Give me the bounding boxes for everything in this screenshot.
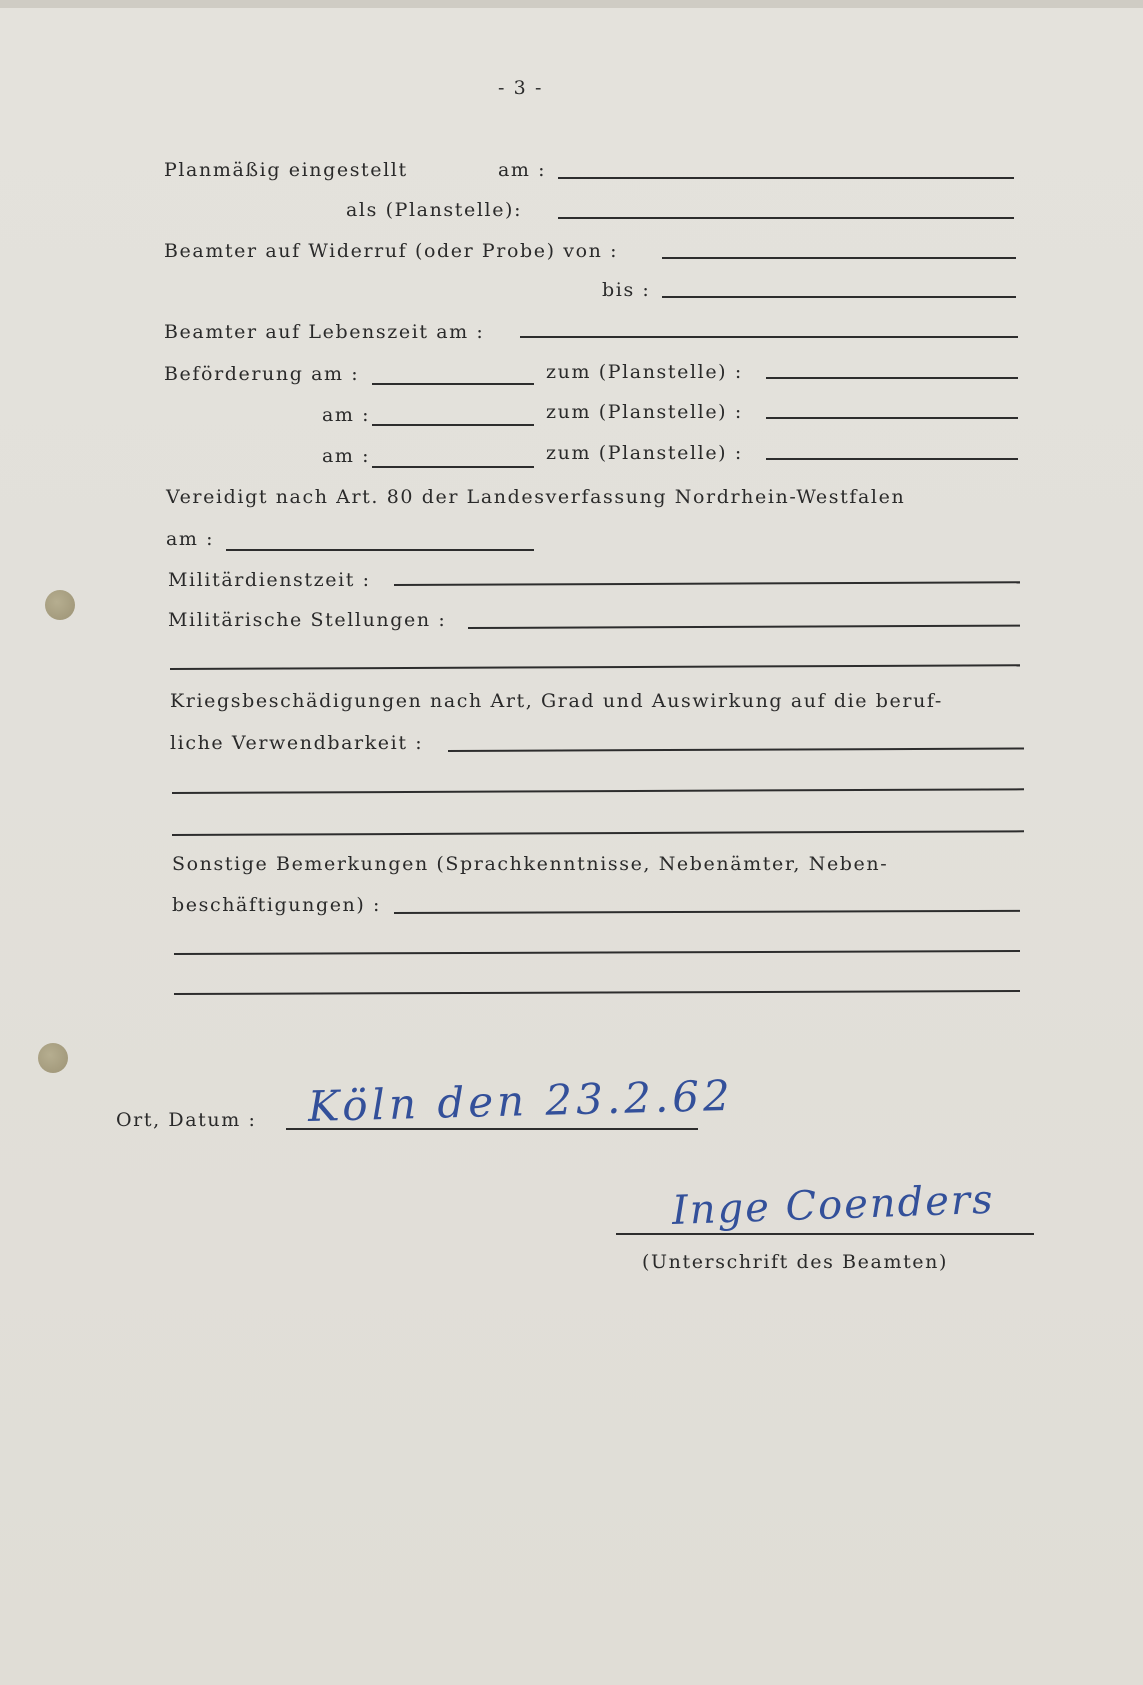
lebenszeit-label: Beamter auf Lebenszeit am :	[164, 321, 485, 343]
militaerische-stellungen-label: Militärische Stellungen :	[168, 609, 447, 631]
sonstige-bemerkungen-field-1[interactable]	[394, 910, 1020, 914]
kriegsbeschaedigungen-field-2[interactable]	[172, 788, 1024, 794]
ort-datum-label: Ort, Datum :	[116, 1109, 257, 1131]
kriegsbeschaedigungen-field-1[interactable]	[448, 747, 1024, 752]
militaerische-stellungen-field-2[interactable]	[170, 664, 1020, 670]
ort-datum-handwritten: Köln den 23.2.62	[307, 1070, 735, 1131]
signature-caption: (Unterschrift des Beamten)	[642, 1251, 948, 1273]
als-planstelle-label: als (Planstelle):	[346, 199, 523, 221]
planmaessig-label: Planmäßig eingestellt	[164, 159, 408, 181]
kriegsbeschaedigungen-line-2: liche Verwendbarkeit :	[170, 732, 424, 754]
planmaessig-am-label: am :	[498, 159, 547, 181]
signature-line[interactable]	[616, 1233, 1034, 1235]
befoerderung-am-field-2[interactable]	[372, 424, 534, 426]
vereidigt-am-field[interactable]	[226, 549, 534, 551]
widerruf-label: Beamter auf Widerruf (oder Probe) von :	[164, 240, 619, 262]
befoerderung-am-field-1[interactable]	[372, 383, 534, 385]
page-number: - 3 -	[498, 77, 544, 99]
widerruf-bis-field[interactable]	[662, 296, 1016, 298]
zum-planstelle-label-2: zum (Planstelle) :	[546, 401, 743, 423]
am-label-3: am :	[322, 445, 371, 467]
zum-planstelle-field-2[interactable]	[766, 417, 1018, 419]
militaerische-stellungen-field-1[interactable]	[468, 625, 1020, 629]
bis-label: bis :	[602, 279, 651, 301]
zum-planstelle-label-3: zum (Planstelle) :	[546, 442, 743, 464]
punch-hole-lower	[38, 1043, 68, 1073]
militaerdienstzeit-field[interactable]	[394, 581, 1020, 586]
vereidigt-label: Vereidigt nach Art. 80 der Landesverfassung Nordrhein-Westfalen	[166, 486, 906, 508]
zum-planstelle-label-1: zum (Planstelle) :	[546, 361, 743, 383]
widerruf-von-field[interactable]	[662, 257, 1016, 259]
signature-handwritten: Inge Coenders	[671, 1176, 996, 1234]
punch-hole-upper	[45, 590, 75, 620]
sonstige-bemerkungen-field-3[interactable]	[174, 990, 1020, 995]
am-label-2: am :	[322, 404, 371, 426]
zum-planstelle-field-1[interactable]	[766, 377, 1018, 379]
planmaessig-am-field[interactable]	[558, 177, 1014, 179]
als-planstelle-field[interactable]	[558, 217, 1014, 219]
befoerderung-label: Beförderung am :	[164, 363, 360, 385]
befoerderung-am-field-3[interactable]	[372, 466, 534, 468]
kriegsbeschaedigungen-field-3[interactable]	[172, 830, 1024, 836]
sonstige-bemerkungen-line-1: Sonstige Bemerkungen (Sprachkenntnisse, Nebenämter, Neben-	[172, 853, 889, 875]
vereidigt-am-label: am :	[166, 528, 215, 550]
lebenszeit-field[interactable]	[520, 336, 1018, 338]
militaerdienstzeit-label: Militärdienstzeit :	[168, 569, 371, 591]
page-edge	[0, 0, 1143, 8]
sonstige-bemerkungen-field-2[interactable]	[174, 950, 1020, 955]
kriegsbeschaedigungen-line-1: Kriegsbeschädigungen nach Art, Grad und Auswirkung auf die beruf-	[170, 690, 943, 712]
sonstige-bemerkungen-line-2: beschäftigungen) :	[172, 894, 382, 916]
zum-planstelle-field-3[interactable]	[766, 458, 1018, 460]
